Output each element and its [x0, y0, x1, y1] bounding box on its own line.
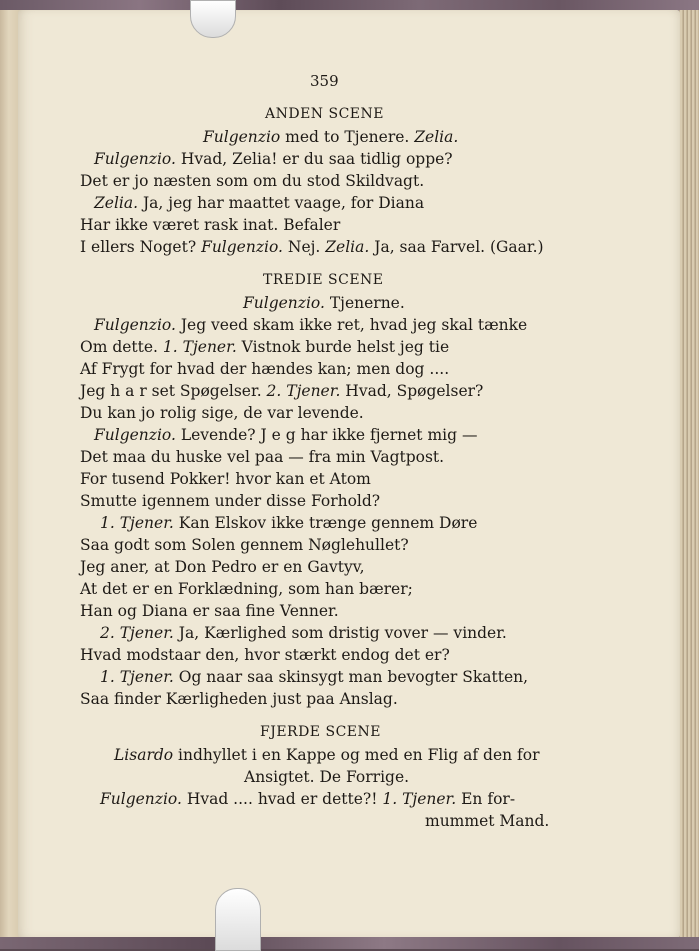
- verse-line: Har ikke været rask inat. Befaler: [80, 216, 341, 234]
- stage-direction: Ansigtet. De Forrige.: [244, 768, 410, 786]
- verse-line: Smutte igennem under disse Forhold?: [80, 492, 381, 510]
- verse-line: Af Frygt for hvad der hændes kan; men dog ....: [80, 360, 450, 378]
- verse-line: At det er en Forklædning, som han bærer;: [80, 580, 413, 598]
- verse-line: Det maa du huske vel paa — fra min Vagtpost.: [80, 448, 445, 466]
- verse-line: 1. Tjener. Kan Elskov ikke trænge gennem Døre: [100, 514, 478, 532]
- verse-line: Fulgenzio. Hvad .... hvad er dette?! 1. Tjener. En for-: [100, 790, 516, 808]
- verse-line: Fulgenzio. Levende? J e g har ikke fjernet mig —: [94, 426, 478, 444]
- verse-line: For tusend Pokker! hvor kan et Atom: [80, 470, 371, 488]
- verse-line: Saa finder Kærligheden just paa Anslag.: [80, 690, 398, 708]
- verse-line: Saa godt som Solen gennem Nøglehullet?: [80, 536, 409, 554]
- verse-line: Han og Diana er saa fine Venner.: [80, 602, 339, 620]
- page-stack-edge: [679, 10, 699, 939]
- stage-direction: Fulgenzio. Tjenerne.: [243, 294, 405, 312]
- verse-line: Hvad modstaar den, hvor stærkt endog det er?: [80, 646, 450, 664]
- verse-line: 1. Tjener. Og naar saa skinsygt man bevogter Skatten,: [100, 668, 529, 686]
- verse-line: Du kan jo rolig sige, de var levende.: [80, 404, 364, 422]
- verse-line: Fulgenzio. Jeg veed skam ikke ret, hvad jeg skal tænke: [94, 316, 528, 334]
- page-number: 359: [310, 72, 339, 90]
- stage-direction: Lisardo indhyllet i en Kappe og med en Flig af den for: [114, 746, 540, 764]
- verse-line: I ellers Noget? Fulgenzio. Nej. Zelia. Ja, saa Farvel. (Gaar.): [80, 238, 544, 256]
- verse-line: Jeg h a r set Spøgelser. 2. Tjener. Hvad, Spøgelser?: [80, 382, 484, 400]
- page-clip-bottom: [215, 888, 261, 951]
- marbled-edge-bottom: [0, 937, 699, 949]
- verse-line: Fulgenzio. Hvad, Zelia! er du saa tidlig oppe?: [94, 150, 453, 168]
- scene-heading: FJERDE SCENE: [260, 724, 381, 740]
- verse-line: Zelia. Ja, jeg har maattet vaage, for Diana: [94, 194, 425, 212]
- verse-line: mummet Mand.: [425, 812, 550, 830]
- scene-heading: TREDIE SCENE: [263, 272, 384, 288]
- verse-line: Om dette. 1. Tjener. Vistnok burde helst jeg tie: [80, 338, 450, 356]
- verse-line: Det er jo næsten som om du stod Skildvagt.: [80, 172, 425, 190]
- stage-direction: Fulgenzio med to Tjenere. Zelia.: [203, 128, 459, 146]
- verse-line: 2. Tjener. Ja, Kærlighed som dristig vover — vinder.: [100, 624, 507, 642]
- scene-heading: ANDEN SCENE: [265, 106, 384, 122]
- verse-line: Jeg aner, at Don Pedro er en Gavtyv,: [80, 558, 365, 576]
